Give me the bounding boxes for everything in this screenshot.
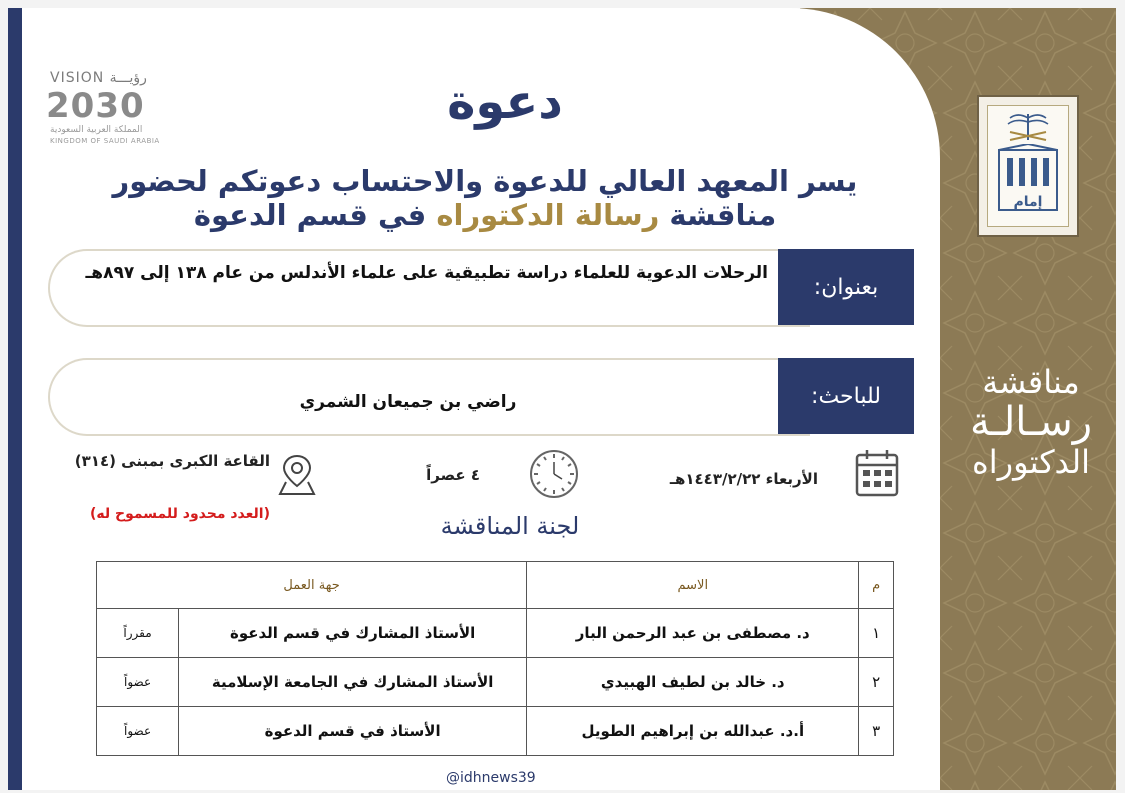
vision-year: 2030 <box>46 86 145 126</box>
palm-swords-emblem-icon <box>998 110 1058 144</box>
researcher-value: راضي بن جميعان الشمري <box>299 392 517 412</box>
intro-line-1: يسر المعهد العالي للدعوة والاحتساب دعوتكم لحضور <box>112 164 858 198</box>
intro-line-2 <box>110 198 860 232</box>
row-work: الأستاذ المشارك في قسم الدعوة <box>179 609 527 658</box>
row-name: أ.د. عبدالله بن إبراهيم الطويل <box>527 707 859 756</box>
committee-table <box>96 561 894 756</box>
row-num: ٣ <box>859 707 894 756</box>
header-num: م <box>859 562 894 609</box>
table-row <box>97 707 894 756</box>
vision-country-ar: المملكة العربية السعودية <box>50 125 143 135</box>
calendar-icon <box>854 448 900 498</box>
vision-label-en: VISION <box>50 70 105 86</box>
thesis-title-frame <box>48 249 810 327</box>
researcher-label: للباحث: <box>778 358 914 434</box>
building-columns-icon <box>995 144 1061 214</box>
committee-title: لجنة المناقشة <box>440 512 580 540</box>
thesis-title-label: بعنوان: <box>778 249 914 325</box>
intro-line-2-pre: مناقشة <box>659 198 777 232</box>
vision-label-ar: رؤيـــة <box>109 70 147 86</box>
researcher-box <box>48 358 914 434</box>
row-name: د. خالد بن لطيف الهبيدي <box>527 658 859 707</box>
page-title: دعوة <box>447 74 563 130</box>
intro-line-2-post: في قسم الدعوة <box>193 198 437 232</box>
row-role: مقرراً <box>97 609 179 658</box>
row-num: ١ <box>859 609 894 658</box>
thesis-title-value: الرحلات الدعوية للعلماء دراسة تطبيقية على علماء الأندلس من عام ١٣٨ إلى ٨٩٧هـ <box>85 263 768 283</box>
side-title-line1: مناقشة <box>982 363 1080 401</box>
row-name: د. مصطفى بن عبد الرحمن البار <box>527 609 859 658</box>
vision-country-en: KINGDOM OF SAUDI ARABIA <box>50 137 160 145</box>
table-row <box>97 609 894 658</box>
row-num: ٢ <box>859 658 894 707</box>
vision-label <box>50 70 147 86</box>
row-role: عضواً <box>97 658 179 707</box>
clock-icon <box>528 448 580 500</box>
logo-text: إمام <box>1013 194 1043 210</box>
row-role: عضواً <box>97 707 179 756</box>
side-title-line3: الدكتوراه <box>972 443 1090 481</box>
table-row <box>97 658 894 707</box>
intro-line-2-highlight: رسالة الدكتوراه <box>436 198 660 232</box>
event-time: ٤ عصراً <box>426 466 480 484</box>
university-logo-icon <box>977 95 1079 237</box>
table-header-row <box>97 562 894 609</box>
vision-2030-logo <box>44 70 168 150</box>
location-pin-icon <box>278 452 316 498</box>
social-handle: @idhnews39 <box>446 770 536 786</box>
row-work: الأستاذ المشارك في الجامعة الإسلامية <box>179 658 527 707</box>
side-title-line2: رسـالـة <box>969 399 1093 445</box>
thesis-title-box <box>48 249 914 325</box>
event-location: القاعة الكبرى بمبنى (٣١٤) <box>74 452 270 470</box>
limited-seats-note: (العدد محدود للمسموح له) <box>90 506 270 522</box>
side-title <box>946 364 1116 480</box>
event-date: الأربعاء ١٤٤٣/٢/٢٢هـ <box>669 470 818 488</box>
row-work: الأستاذ في قسم الدعوة <box>179 707 527 756</box>
header-name: الاسم <box>527 562 859 609</box>
header-work: جهة العمل <box>97 562 527 609</box>
